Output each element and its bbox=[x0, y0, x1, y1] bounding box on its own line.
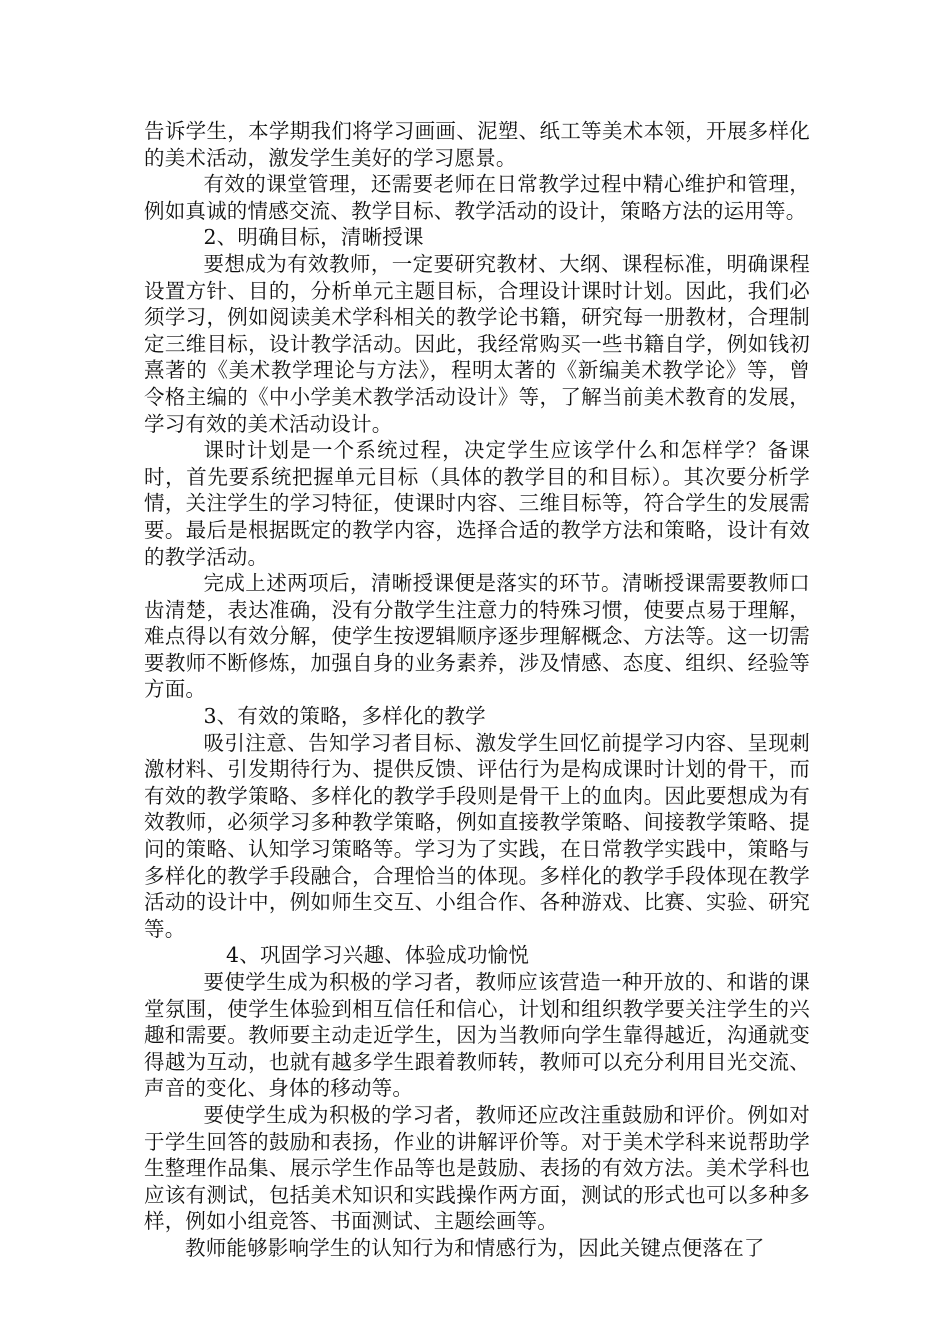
paragraph-continuation: 告诉学生，本学期我们将学习画画、泥塑、纸工等美术本领，开展多样化的美术活动，激发学生美好的学习愿景。 bbox=[144, 119, 810, 170]
paragraph-classroom-management: 有效的课堂管理，还需要老师在日常教学过程中精心维护和管理，例如真诚的情感交流、教学目标、教学活动的设计，策略方法的运用等。 bbox=[144, 172, 810, 223]
paragraph-clear-teaching: 完成上述两项后，清晰授课便是落实的环节。清晰授课需要教师口齿清楚，表达准确，没有分散学生注意力的特殊习惯，使要点易于理解，难点得以有效分解，使学生按逻辑顺序逐步理解概念、方法等。这一切需要教师不断修炼，加强自身的业务素养，涉及情感、态度、组织、经验等方面。 bbox=[144, 571, 810, 702]
section-heading-2: 2、明确目标，清晰授课 bbox=[203, 225, 424, 250]
document-page bbox=[144, 118, 810, 1262]
section-heading-3: 3、有效的策略，多样化的教学 bbox=[203, 704, 486, 729]
paragraph-active-learners: 要使学生成为积极的学习者，教师应该营造一种开放的、和谐的课堂氛围，使学生体验到相互信任和信心，计划和组织教学要关注学生的兴趣和需要。教师要主动走近学生，因为当教师向学生靠得越近，沟通就变得越为互动，也就有越多学生跟着教师转，教师可以充分利用目光交流、声音的变化、身体的移动等。 bbox=[144, 970, 810, 1101]
section-heading-4: 4、巩固学习兴趣、体验成功愉悦 bbox=[226, 943, 530, 968]
paragraph-lesson-plan: 课时计划是一个系统过程，决定学生应该学什么和怎样学？备课时，首先要系统把握单元目标（具体的教学目的和目标）。其次要分析学情，关注学生的学习特征，使课时内容、三维目标等，符合学生的发展需要。最后是根据既定的教学内容，选择合适的教学方法和策略，设计有效的教学活动。 bbox=[144, 438, 810, 569]
paragraph-teaching-strategies: 吸引注意、告知学习者目标、激发学生回忆前提学习内容、呈现刺激材料、引发期待行为、提供反馈、评估行为是构成课时计划的骨干，而有效的教学策略、多样化的教学手段则是骨干上的血肉。因此要想成为有效教师，必须学习多种教学策略，例如直接教学策略、间接教学策略、提问的策略、认知学习策略等。学习为了实践，在日常教学实践中，策略与多样化的教学手段融合，合理恰当的体现。多样化的教学手段体现在教学活动的设计中，例如师生交互、小组合作、各种游戏、比赛、实验、研究等。 bbox=[144, 730, 810, 941]
paragraph-final: 教师能够影响学生的认知行为和情感行为，因此关键点便落在了 bbox=[185, 1235, 765, 1260]
paragraph-effective-teacher: 要想成为有效教师，一定要研究教材、大纲、课程标准，明确课程设置方针、目的，分析单元主题目标，合理设计课时计划。因此，我们必须学习，例如阅读美术学科相关的教学论书籍，研究每一册教材，合理制定三维目标，设计教学活动。因此，我经常购买一些书籍自学，例如钱初熹著的《美术教学理论与方法》，程明太著的《新编美术教学论》等，曾令格主编的《中小学美术教学活动设计》等，了解当前美术教育的发展，学习有效的美术活动设计。 bbox=[144, 251, 810, 436]
paragraph-encouragement: 要使学生成为积极的学习者，教师还应改注重鼓励和评价。例如对于学生回答的鼓励和表扬，作业的讲解评价等。对于美术学科来说帮助学生整理作品集、展示学生作品等也是鼓励、表扬的有效方法。美术学科也应该有测试，包括美术知识和实践操作两方面，测试的形式也可以多种多样，例如小组竞答、书面测试、主题绘画等。 bbox=[144, 1102, 810, 1234]
